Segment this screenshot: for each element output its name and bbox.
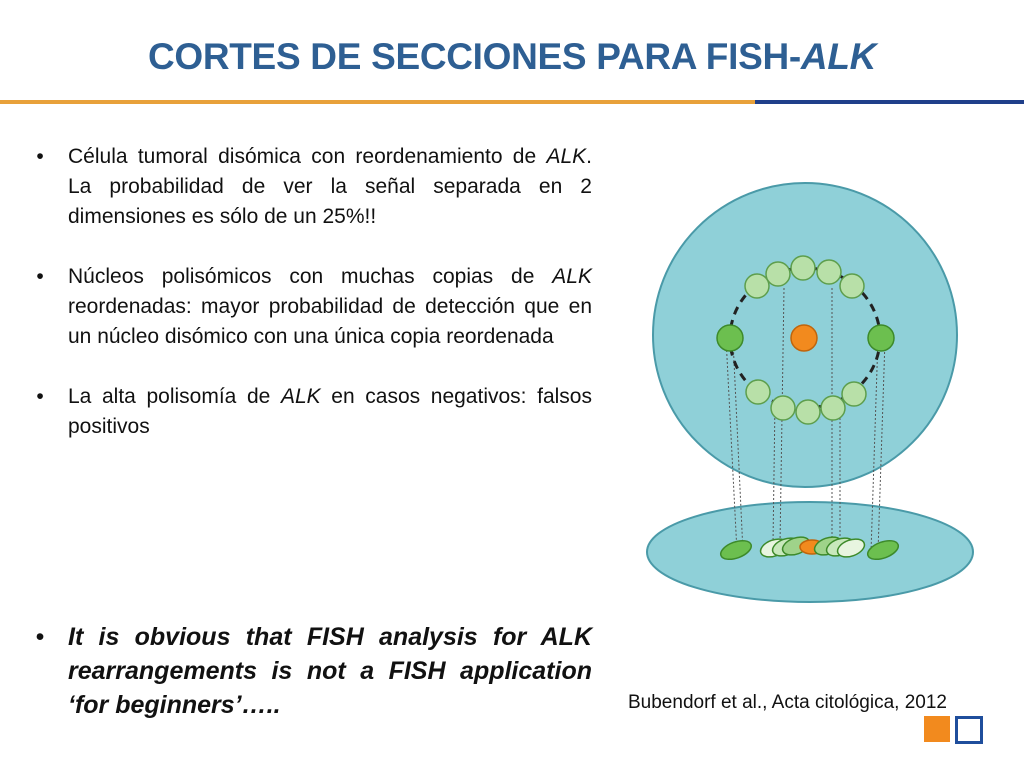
orange-signal-center bbox=[791, 325, 817, 351]
bullet-text: Célula tumoral disómica con reordenamiento de bbox=[68, 145, 547, 168]
bullet-text: en casos negativos: falsos positivos bbox=[68, 385, 592, 438]
green-signal-left bbox=[717, 325, 743, 351]
blue-outline-square-icon bbox=[955, 716, 983, 744]
slide-title-main: CORTES DE SECCIONES PARA FISH- bbox=[147, 36, 801, 77]
slide-title-italic: ALK bbox=[800, 36, 877, 77]
bullet-item-3 bbox=[30, 382, 592, 442]
title-rule-blue bbox=[755, 100, 1024, 104]
bullet-text: . La probabilidad de ver la señal separada en 2 dimensiones es sólo de un 25%!! bbox=[68, 145, 592, 228]
bullet-gene-name: ALK bbox=[546, 145, 587, 168]
slide-title bbox=[0, 36, 1024, 78]
emphasis-text: It is obvious that FISH analysis for ALK rearrangements is not a FISH application ‘for beginners’….. bbox=[68, 623, 592, 719]
bullet-marker: • bbox=[36, 265, 44, 288]
bullet-text: Núcleos polisómicos con muchas copias de bbox=[68, 265, 553, 288]
bullet-gene-name: ALK bbox=[552, 265, 592, 288]
bullet-gene-name: ALK bbox=[280, 385, 321, 408]
bullet-marker: • bbox=[36, 385, 44, 408]
emphasis-bullet bbox=[30, 620, 592, 722]
bullet-text: La alta polisomía de bbox=[68, 385, 281, 408]
bullet-marker: • bbox=[36, 145, 44, 168]
bullet-item-1 bbox=[30, 142, 592, 232]
title-rule-orange bbox=[0, 100, 755, 104]
fish-nucleus-diagram bbox=[640, 180, 980, 610]
citation: Bubendorf et al., Acta citológica, 2012 bbox=[628, 692, 947, 713]
green-signal-right bbox=[868, 325, 894, 351]
bullet-marker: • bbox=[35, 623, 45, 651]
bullet-list bbox=[30, 142, 592, 472]
bullet-item-2 bbox=[30, 262, 592, 352]
orange-square-icon bbox=[924, 716, 950, 742]
bullet-text: reordenadas: mayor probabilidad de detección que en un núcleo disómico con una única copia reordenada bbox=[68, 295, 592, 348]
